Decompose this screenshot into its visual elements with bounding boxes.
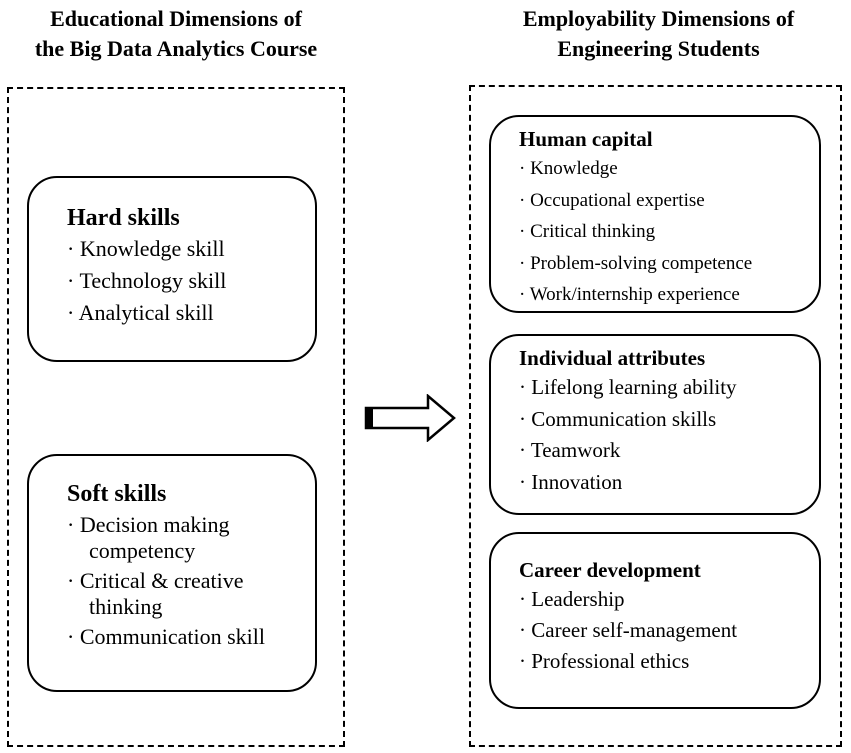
- bullet-dot-icon: ·: [519, 618, 526, 642]
- list-item: · Lifelong learning ability: [519, 372, 819, 404]
- bullet-dot-icon: ·: [67, 300, 75, 325]
- list-item: · Professional ethics: [519, 646, 819, 677]
- list-item: · Work/internship experience: [519, 279, 819, 311]
- individual-attributes-box: [489, 334, 821, 515]
- individual-attributes-title: Individual attributes: [519, 346, 706, 370]
- right-arrow-icon: [364, 394, 456, 442]
- bullet-dot-icon: ·: [519, 406, 526, 431]
- human-capital-title: Human capital: [519, 127, 653, 151]
- list-item: · Career self-management: [519, 615, 819, 646]
- bullet-dot-icon: ·: [67, 568, 75, 593]
- bullet-dot-icon: ·: [519, 649, 526, 673]
- list-item: · Critical & creative thinking: [67, 565, 315, 621]
- list-item: · Analytical skill: [67, 297, 315, 329]
- list-item: · Problem-solving competence: [519, 248, 819, 280]
- bullet-dot-icon: ·: [519, 158, 526, 179]
- list-item: · Teamwork: [519, 435, 819, 467]
- bullet-dot-icon: ·: [67, 236, 75, 261]
- career-development-list: [519, 584, 819, 677]
- list-item: · Critical thinking: [519, 216, 819, 248]
- list-item: · Leadership: [519, 584, 819, 615]
- bullet-dot-icon: ·: [519, 284, 526, 305]
- hard-skills-list: [67, 233, 315, 329]
- list-item: · Communication skills: [519, 404, 819, 436]
- list-item: · Occupational expertise: [519, 185, 819, 217]
- list-item: · Knowledge: [519, 153, 819, 185]
- career-development-title: Career development: [519, 558, 701, 582]
- soft-skills-title: Soft skills: [67, 481, 167, 507]
- bullet-dot-icon: ·: [519, 189, 526, 211]
- list-item: · Decision making competency: [67, 509, 315, 565]
- bullet-dot-icon: ·: [519, 221, 526, 242]
- bullet-dot-icon: ·: [519, 375, 526, 399]
- bullet-dot-icon: ·: [519, 252, 526, 274]
- soft-skills-list: [67, 509, 315, 653]
- list-item: · Technology skill: [67, 265, 315, 297]
- list-item: · Communication skill: [67, 621, 315, 653]
- hard-skills-title: Hard skills: [67, 205, 180, 231]
- human-capital-box: [489, 115, 821, 313]
- career-development-box: [489, 532, 821, 709]
- educational-dimensions-heading: Educational Dimensions of the Big Data Analytics Course: [34, 6, 318, 61]
- bullet-dot-icon: ·: [519, 469, 526, 494]
- list-item: · Knowledge skill: [67, 233, 315, 265]
- hard-skills-box: [27, 176, 317, 362]
- bullet-dot-icon: ·: [67, 512, 75, 537]
- bullet-dot-icon: ·: [67, 268, 75, 293]
- bullet-dot-icon: ·: [67, 624, 75, 649]
- human-capital-list: [519, 153, 819, 311]
- list-item: · Innovation: [519, 467, 819, 499]
- bullet-dot-icon: ·: [519, 587, 526, 611]
- employability-dimensions-heading: Employability Dimensions of Engineering Students: [522, 6, 795, 61]
- individual-attributes-list: [519, 372, 819, 498]
- bullet-dot-icon: ·: [519, 438, 526, 462]
- soft-skills-box: [27, 454, 317, 692]
